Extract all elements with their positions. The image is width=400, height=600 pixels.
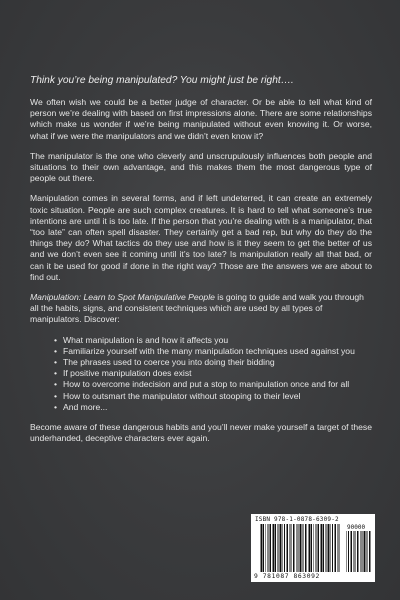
paragraph-1: We often wish we could be a better judge of character. Or be able to tell what kind of person we’re dealing with based on first impressions alone. There are some relationships which make us wonder if we’re being manipulated without even knowing it. Or worse, what if we were the manipulators and we didn’t even know it? [30, 97, 372, 141]
list-item: • The phrases used to coerce you into doing their bidding [54, 357, 275, 368]
ean-digits: 9 781087 863092 [254, 573, 320, 580]
list-item: • How to overcome indecision and put a stop to manipulation once and for all [54, 379, 350, 390]
bullet-icon: • [54, 334, 58, 345]
book-title: Manipulation: Learn to Spot Manipulative People [30, 292, 215, 303]
bullet-icon: • [54, 357, 58, 368]
isbn-label: ISBN 978-1-0878-6309-2 [255, 516, 339, 523]
addon-barcode-bars [346, 531, 372, 572]
list-item: • And more... [54, 401, 108, 412]
bullet-icon: • [54, 345, 58, 356]
paragraph-2: The manipulator is the one who cleverly and unscrupulously influences both people and situations to their own advantage, and this makes them the most dangerous type of people out there. [30, 150, 372, 184]
tagline: Think you’re being manipulated? You might just be right…. [30, 75, 294, 86]
barcode [251, 514, 375, 582]
list-item: • What manipulation is and how it affects you [54, 334, 229, 345]
ean-barcode-bars [260, 524, 342, 572]
paragraph-3: Manipulation comes in several forms, and if left undeterred, it can create an extremely toxic situation. People are such complex creatures. It is hard to tell what someone’s true intentions are until it is too late. If the person that you’re dealing with is a manipulator, that “too late” can often spell disaster. They certainly get a bad rep, but why do they do the things they do? What tactics do they use and how is it they seem to get the better of us and we don’t even see it coming until it’s too late? Is manipulation really all that bad, or can it be used for good if done in the right way? Those are the answers we are about to find out. [30, 193, 372, 282]
list-item: • If positive manipulation does exist [54, 368, 192, 379]
addon-code: 90000 [347, 524, 366, 531]
list-item: • How to outsmart the manipulator without stooping to their level [54, 390, 301, 401]
closing-paragraph: Become aware of these dangerous habits and you’ll never make yourself a target of these underhanded, deceptive characters ever again. [30, 422, 372, 444]
blurb [30, 74, 372, 453]
bullet-icon: • [54, 401, 58, 412]
bullet-icon: • [54, 390, 58, 401]
bullet-icon: • [54, 368, 58, 379]
intro-text: is going to guide and walk you through all the habits, signs, and consistent techniques which are used by all types of manipulators. Discover: [30, 292, 364, 325]
bullet-icon: • [54, 379, 58, 390]
feature-list [30, 335, 372, 413]
intro-paragraph [30, 292, 372, 326]
list-item: • Familiarize yourself with the many manipulation techniques used against you [54, 345, 355, 356]
